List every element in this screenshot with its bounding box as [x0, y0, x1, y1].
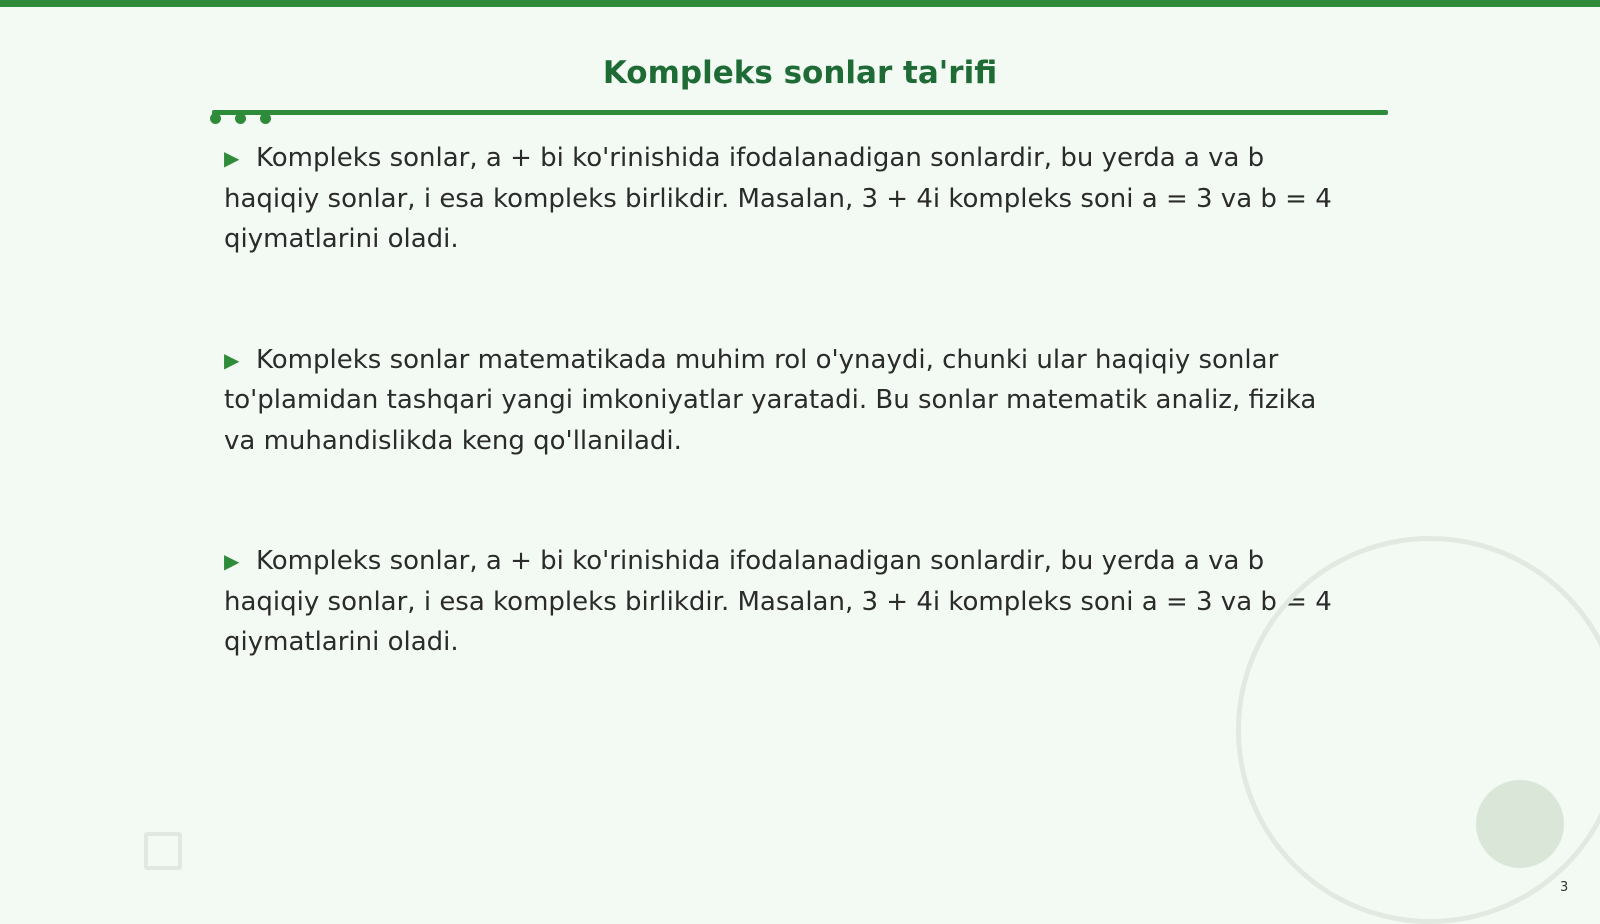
page-number: 3 [1560, 880, 1569, 895]
bullet-text: Kompleks sonlar, a + bi ko'rinishida ifodalanadigan sonlardir, bu yerda a va b haqiqiy sonlar, i esa kompleks birlikdir. Masalan, 3 + 4i kompleks soni a = 3 va b = 4 qiymatlarini oladi. [224, 546, 1332, 657]
bullet-item [224, 541, 1354, 663]
decorative-square [144, 832, 182, 870]
triangle-right-icon: ▶ [224, 347, 240, 372]
triangle-right-icon: ▶ [224, 146, 240, 170]
bullet-item [224, 340, 1354, 462]
slide-title: Kompleks sonlar ta'rifi [602, 55, 998, 91]
bullet-text: Kompleks sonlar matematikada muhim rol o'ynaydi, chunki ular haqiqiy sonlar to'plamidan tashqari yangi imkoniyatlar yaratadi. Bu sonlar matematik analiz, fizika va muhandislikda keng qo'llaniladi. [224, 344, 1317, 456]
underline-dot [260, 113, 271, 124]
bullet-text: Kompleks sonlar, a + bi ko'rinishida ifodalanadigan sonlardir, bu yerda a va b haqiqiy sonlar, i esa kompleks birlikdir. Masalan, 3 + 4i kompleks soni a = 3 va b = 4 qiymatlarini oladi. [224, 143, 1332, 254]
top-accent-bar [0, 0, 1600, 7]
decorative-circle [1476, 780, 1564, 868]
decorative-ring [1236, 536, 1600, 924]
title-underline [212, 110, 1388, 115]
bullet-list [224, 138, 1354, 743]
underline-dot [210, 113, 221, 124]
underline-dot [235, 113, 246, 124]
bullet-item [224, 138, 1354, 260]
triangle-right-icon: ▶ [224, 549, 240, 573]
